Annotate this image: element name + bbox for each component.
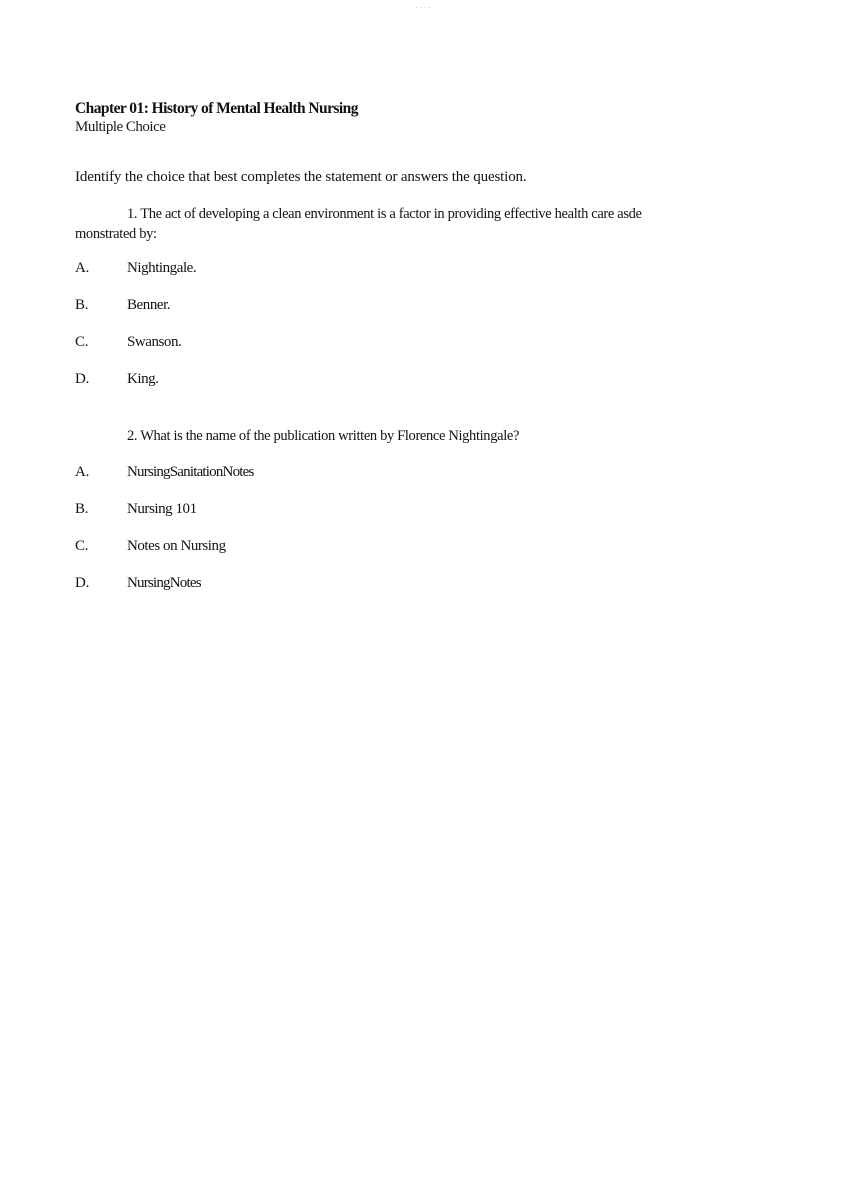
- option-letter: C.: [75, 538, 89, 554]
- option-row[interactable]: [75, 370, 775, 407]
- option-letter: A.: [75, 464, 90, 480]
- option-text: Swanson.: [127, 334, 182, 350]
- option-row[interactable]: [75, 259, 775, 296]
- option-row[interactable]: [75, 574, 775, 611]
- question-2-options: [75, 446, 775, 611]
- option-letter: C.: [75, 334, 89, 350]
- question-1-options: [75, 244, 775, 407]
- option-letter: B.: [75, 501, 89, 517]
- option-text: Notes on Nursing: [127, 538, 226, 554]
- option-text: Benner.: [127, 297, 171, 313]
- option-text: NursingNotes: [127, 575, 201, 591]
- option-letter: D.: [75, 371, 90, 387]
- option-letter: D.: [75, 575, 90, 591]
- option-row[interactable]: [75, 500, 775, 537]
- option-text: Nursing 101: [127, 501, 197, 517]
- document-content: [75, 99, 775, 611]
- option-row[interactable]: [75, 296, 775, 333]
- option-letter: A.: [75, 260, 90, 276]
- option-text: NursingSanitationNotes: [127, 464, 254, 480]
- chapter-title: Chapter 01: History of Mental Health Nursing: [75, 100, 358, 117]
- instruction-text: Identify the choice that best completes the statement or answers the question.: [75, 169, 527, 185]
- option-row[interactable]: [75, 463, 775, 500]
- section-subtitle: Multiple Choice: [75, 119, 166, 135]
- page-header-artifact: ....: [415, 0, 433, 10]
- option-row[interactable]: [75, 333, 775, 370]
- option-text: Nightingale.: [127, 260, 197, 276]
- option-text: King.: [127, 371, 159, 387]
- option-letter: B.: [75, 297, 89, 313]
- question-1-stem: 1. The act of developing a clean environment is a factor in providing effective health care asde monstrated by:: [75, 206, 642, 242]
- option-row[interactable]: [75, 537, 775, 574]
- question-2-stem: 2. What is the name of the publication written by Florence Nightingale?: [127, 428, 520, 444]
